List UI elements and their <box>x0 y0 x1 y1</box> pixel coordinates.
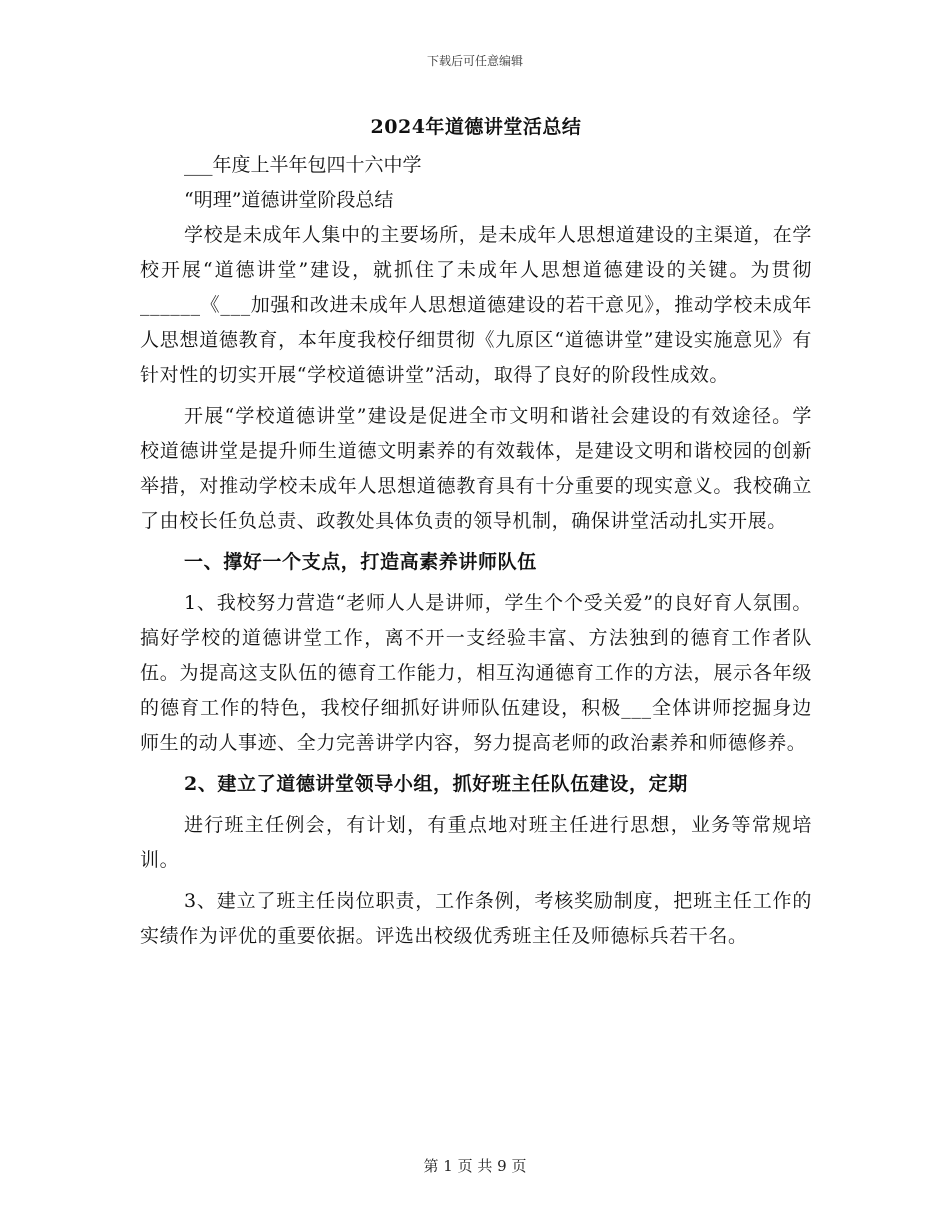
paragraph-significance: 开展“学校道德讲堂”建设是促进全市文明和谐社会建设的有效途径。学校道德讲堂是提升师生道德文明素养的有效载体，是建设文明和谐校园的创新举措，对推动学校未成年人思想道德教育具有十分重要的现实意义。我校确立了由校长任负总责、政教处具体负责的领导机制，确保讲堂活动扎实开展。 <box>140 405 812 532</box>
page-header-note: 下载后可任意编辑 <box>426 54 523 68</box>
paragraph-intro: 学校是未成年人集中的主要场所，是未成年人思想道建设的主渠道，在学校开展“道德讲堂”建设，就抓住了未成年人思想道德建设的关键。为贯彻______《___加强和改进未成年人思想道德建设的若干意见》，推动学校未成年人思想道德教育，本年度我校仔细贯彻《九原区“道德讲堂”建设实施意见》有针对性的切实开展“学校道德讲堂”活动，取得了良好的阶段性成效。 <box>140 224 812 386</box>
paragraph-responsibilities: 3、建立了班主任岗位职责，工作条例，考核奖励制度，把班主任工作的实绩作为评优的重要依据。评选出校级优秀班主任及师德标兵若干名。 <box>140 890 812 947</box>
paragraph-lecturer-team: 1、我校努力营造“老师人人是讲师，学生个个受关爱”的良好育人氛围。搞好学校的道德讲堂工作，离不开一支经验丰富、方法独到的德育工作者队伍。为提高这支队伍的德育工作能力，相互沟通德育工作的方法，展示各年级的德育工作的特色，我校仔细抓好讲师队伍建设，积极___全体讲师挖掘身边师生的动人事迹、全力完善讲学内容，努力提高老师的政治素养和师德修养。 <box>140 592 812 754</box>
page-number: 第 1 页 共 9 页 <box>423 1157 527 1175</box>
section-heading-1: 一、撑好一个支点，打造高素养讲师队伍 <box>184 551 537 573</box>
document-subtitle-school: ___年度上半年包四十六中学 <box>184 154 422 176</box>
document-subtitle-summary: “明理”道德讲堂阶段总结 <box>184 189 394 211</box>
document-body <box>140 110 812 954</box>
paragraph-class-teacher-meetings: 进行班主任例会，有计划，有重点地对班主任进行思想，业务等常规培训。 <box>140 814 812 871</box>
section-heading-2: 2、建立了道德讲堂领导小组，抓好班主任队伍建设，定期 <box>184 773 688 795</box>
document-title: 2024年道德讲堂活总结 <box>370 116 582 138</box>
